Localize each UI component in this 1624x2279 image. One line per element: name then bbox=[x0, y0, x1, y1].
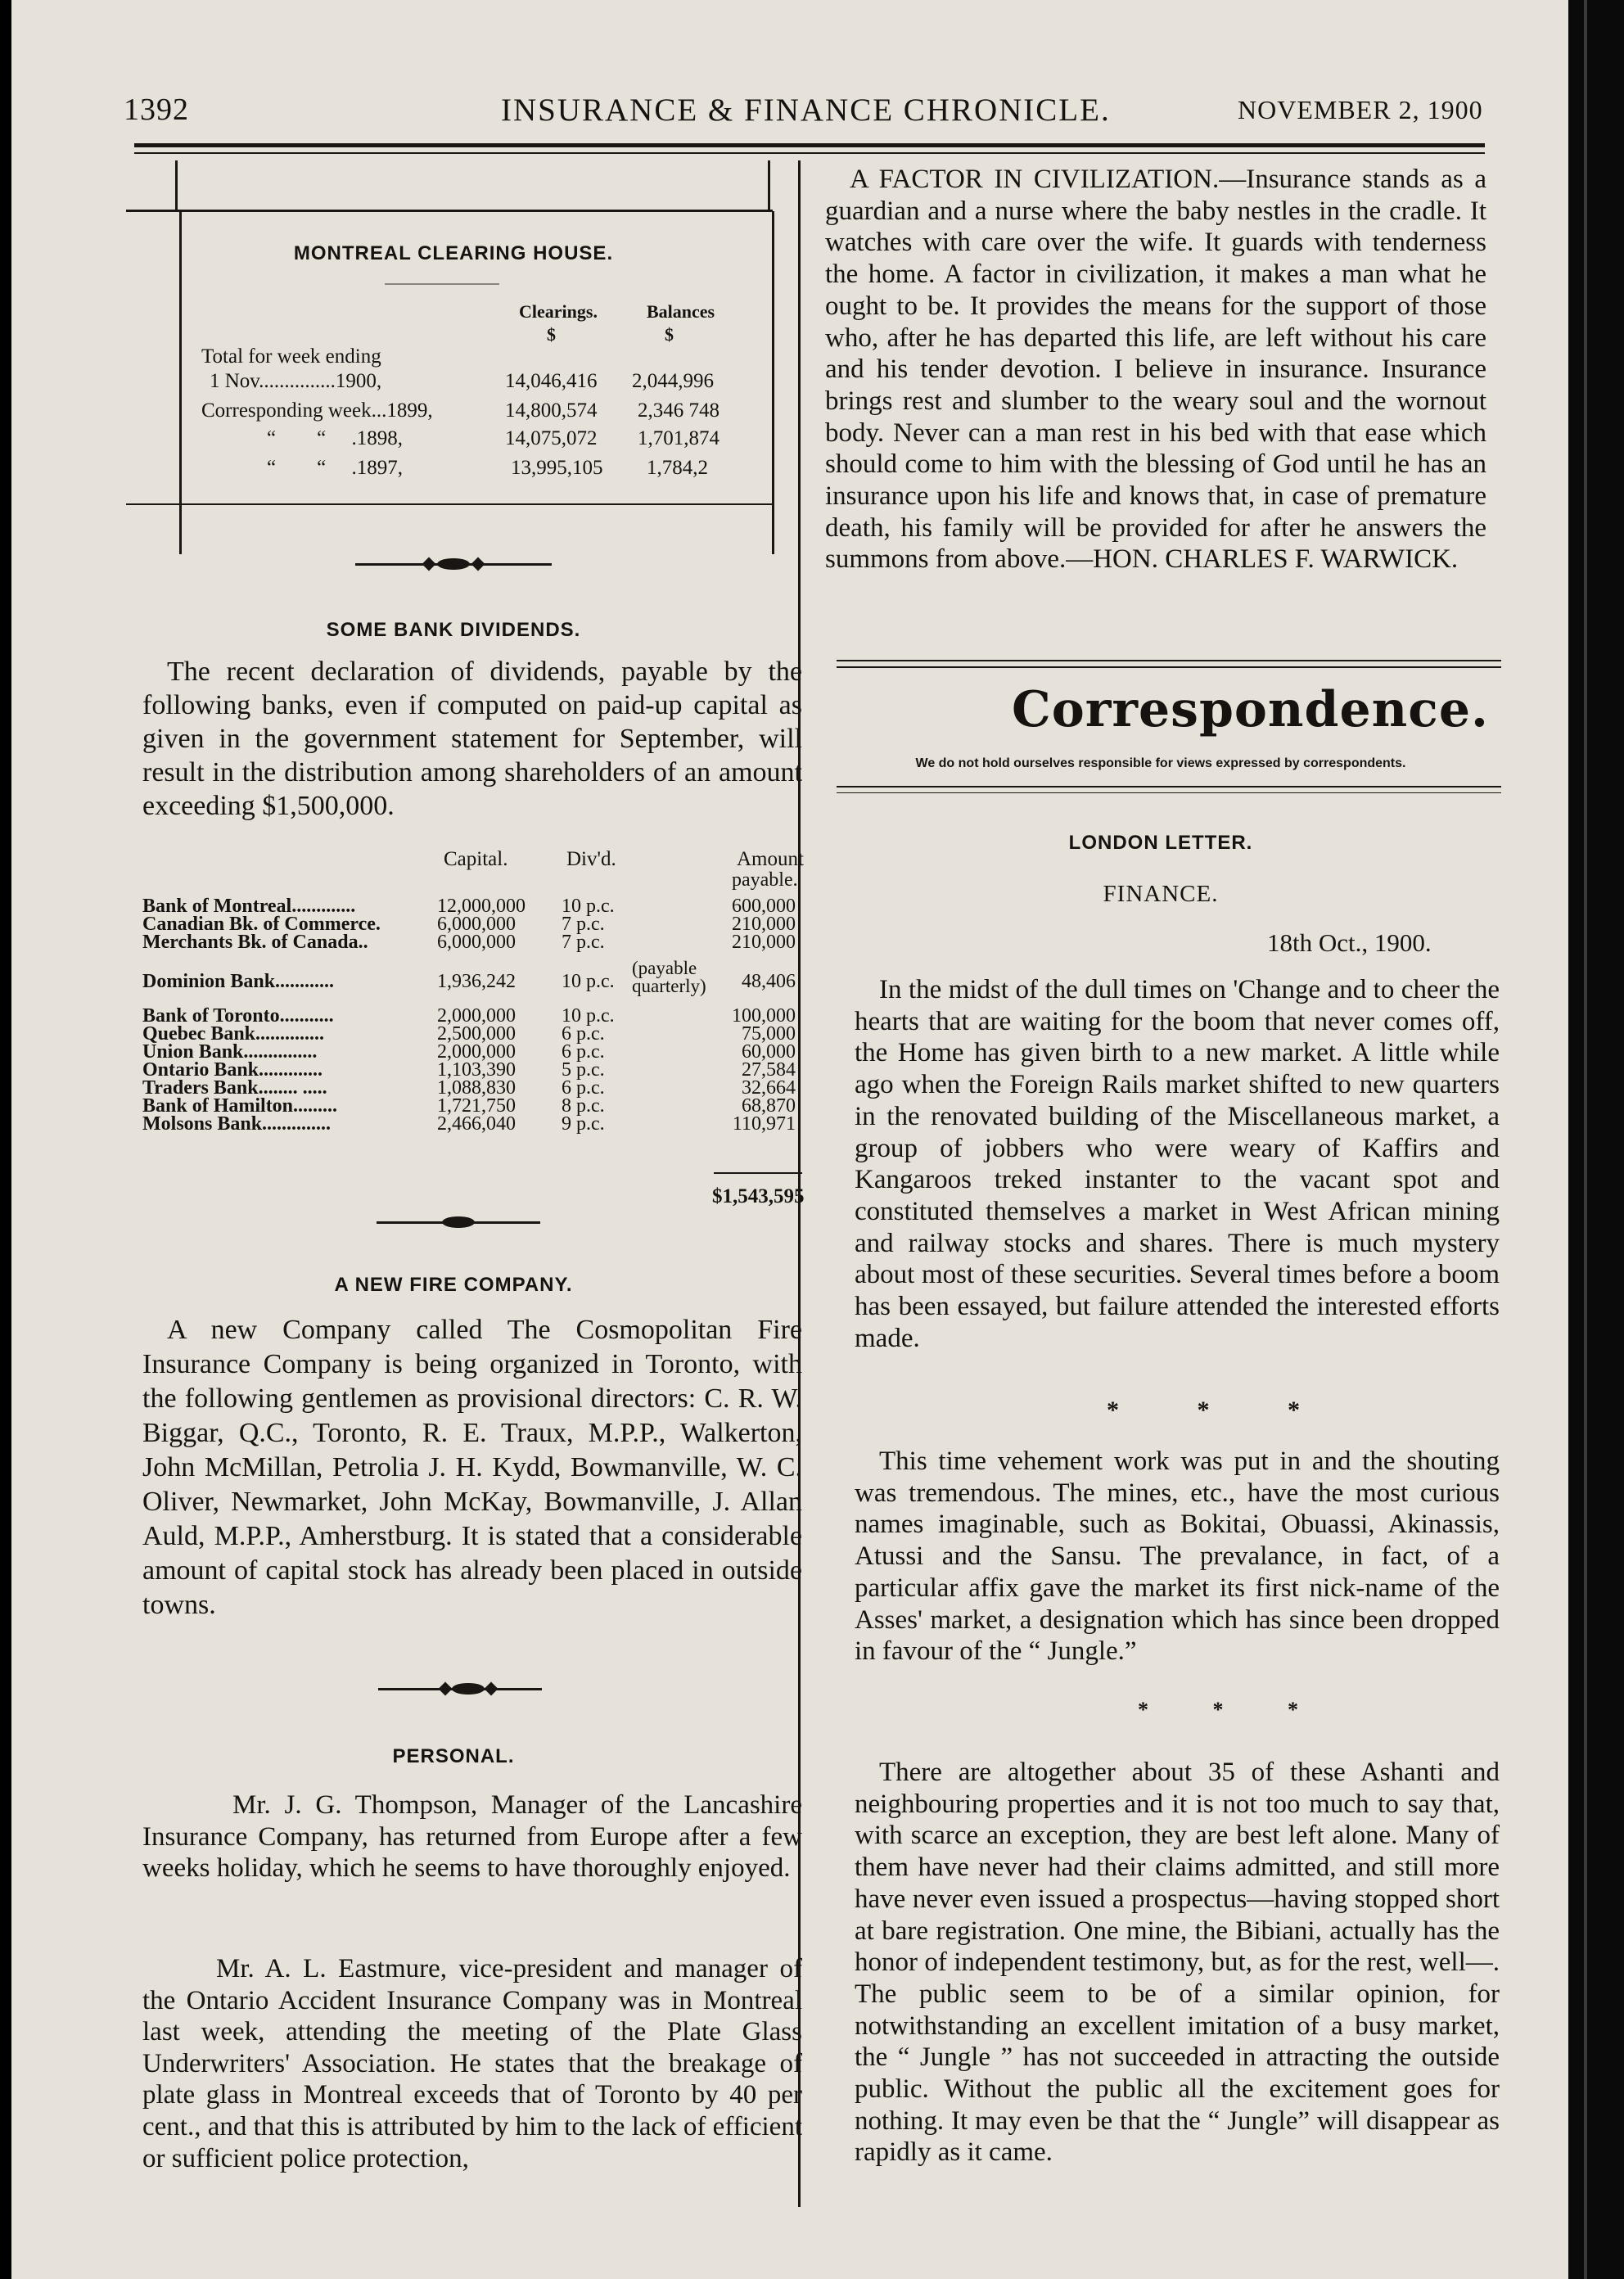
dividend-rate: 10 p.c. bbox=[562, 1005, 615, 1027]
publication-title: INSURANCE & FINANCE CHRONICLE. bbox=[501, 93, 1111, 128]
dividend-rate: 10 p.c. bbox=[562, 896, 615, 917]
dividend-rate: 7 p.c. bbox=[562, 932, 605, 953]
heading-underline bbox=[385, 283, 499, 285]
bank-name: Dominion Bank............ bbox=[142, 971, 335, 992]
capital-value: 6,000,000 bbox=[437, 932, 516, 953]
dividend-rate: 5 p.c. bbox=[562, 1059, 605, 1081]
issue-date: NOVEMBER 2, 1900 bbox=[1238, 95, 1483, 124]
capital-value: 1,103,390 bbox=[437, 1059, 516, 1081]
bank-name: Merchants Bk. of Canada.. bbox=[142, 932, 368, 953]
box-rule-right-bottom bbox=[772, 505, 774, 554]
col-dividend: Div'd. bbox=[566, 848, 616, 870]
dividends-heading: SOME BANK DIVIDENDS. bbox=[326, 619, 581, 641]
dividend-rate: 6 p.c. bbox=[562, 1023, 605, 1045]
col-unit: $ bbox=[665, 324, 674, 345]
section-rule bbox=[837, 660, 1501, 661]
header-rule bbox=[134, 143, 1485, 147]
col-unit: $ bbox=[547, 324, 556, 345]
bank-name: Bank of Hamilton......... bbox=[142, 1095, 338, 1117]
letter-dateline: 18th Oct., 1900. bbox=[1267, 928, 1432, 957]
box-rule-left bbox=[179, 211, 182, 510]
box-rule-right bbox=[772, 211, 774, 510]
amount-payable: 600,000 bbox=[732, 896, 796, 917]
personal-paragraph: Mr. A. L. Eastmure, vice-president and manager of the Ontario Accident Insurance Company was in Montreal last week, attending the meeting of the Plate Glass Underwriters' Association. He states that the breakage of plate glass in Montreal exceeds that of Toronto by 40 per cent., and that this is attributed by him to the lack of efficient or sufficient police protection, bbox=[142, 1954, 802, 2173]
capital-value: 1,936,242 bbox=[437, 971, 516, 992]
amount-payable: 100,000 bbox=[732, 1005, 796, 1027]
section-ornament bbox=[377, 1216, 540, 1228]
section-ornament bbox=[355, 558, 552, 570]
capital-value: 6,000,000 bbox=[437, 914, 516, 935]
section-rule bbox=[837, 786, 1501, 787]
fire-company-text: A new Company called The Cosmopolitan Fire Insurance Company is being organized in Toronto, with the following gentlemen as provisional directors: C. R. W. Biggar, Q.C., Toronto, R. E. Traux, M.P.P., Walkerton, John McMillan, Petrolia J. H. Kydd, Bowmanville, W. C. Oliver, Newmarket, John McKay, Bowmanville, J. Allan Auld, M.P.P., Amherstburg. It is stated that a considerable amount of capital stock has already been placed in outside towns. bbox=[142, 1315, 802, 1620]
section-break-stars: * * * bbox=[1138, 1698, 1328, 1722]
amount-payable: 75,000 bbox=[742, 1023, 796, 1045]
correspondence-disclaimer: We do not hold ourselves responsible for views expressed by correspondents. bbox=[915, 756, 1406, 770]
dividend-rate: 9 p.c. bbox=[562, 1113, 605, 1135]
capital-value: 2,000,000 bbox=[437, 1005, 516, 1027]
col-capital: Capital. bbox=[444, 848, 508, 870]
amount-payable: 110,971 bbox=[732, 1113, 796, 1135]
header-rule-thin bbox=[134, 152, 1485, 154]
bank-name: Quebec Bank.............. bbox=[142, 1023, 325, 1045]
dividends-intro: The recent declaration of dividends, payable by the following banks, even if computed on paid-up capital as given in the government statement for September, will result in the distribution among shareholders of an amount exceeding $1,500,000. bbox=[142, 657, 802, 821]
letter-subheading: FINANCE. bbox=[1103, 881, 1219, 907]
newspaper-page: 1392 INSURANCE & FINANCE CHRONICLE. NOVEMBER 2, 1900 MONTREAL CLEARING HOUSE. Clearings. Balances $ $ Total for week ending 1 Nov...............1900, 14,046,416 2,044,996 Corresponding week...1899, 14,800,574 2,346 748 “ “ .1898, 14,075,072 1,701,874 “ “ .1897, 13,995,105 1,784,2 SOME BANK DIVIDENDS. The recent declaration of dividends, payable by the following banks, even if computed on paid-up capital as given in the government statement for September, will result in the distribution among shareholders of an amount exceeding $1,500,000. Capital. Div'd. Amount payable. Bank of Montreal............. 12,000,000 10 p.c. 600,000 Canadian Bk. of Commerce. 6,000,000 7 p.c. 210,000 Merchants Bk. of Canada.. 6,000,000 7 p.c. 210,000 Dominion Bank............ 1,936,242 10 p.c. 48,406 Bank of Toronto........... 2,000,000 10 p.c. 100,000 Quebec Bank.............. 2,500,000 6 p.c. 75,000 Union Bank............... 2,000,000 6 p.c. 60,000 Ontario Bank............. 1,103,390 5 p.c. 27,584 Traders Bank........ ..... 1,088,830 6 p.c. 32,664 Bank of Hamilton......... 1,721,750 8 p.c. 68,870 Molsons Bank.............. 2,466,040 9 p.c. 110,971 (payable quarterly) $1,543,595 A NEW FIRE COMPANY. A new Company called The Cosmopolitan Fire Insurance Company is being organized in Toronto, with the following gentlemen as provisional directors: C. R. W. Biggar, Q.C., Toronto, R. E. Traux, M.P.P., Walkerton, John McMillan, Petrolia J. H. Kydd, Bowmanville, W. C. Oliver, Newmarket, John McKay, Bowmanville, J. Allan Auld, M.P.P., Amherstburg. It is stated that a considerable amount of capital stock has already been placed in outside towns. PERSONAL. Mr. J. G. Thompson, Manager of the Lancashire Insurance Company, has returned from Europe after a few weeks holiday, which he seems to have thoroughly enjoyed. Mr. A. L. Eastmure, vice-president and manager of the Ontario Accident Insurance Company was in Montreal last week, attending the meeting of the Plate Glass Underwriters' Association. He states that the breakage of plate glass in Montreal exceeds that of Toronto by 40 per cent., and that this is attributed by him to the lack of efficient or sufficient police protection, A FACTOR IN CIVILIZATION.—Insurance stands as a guardian and a nurse where the baby nestles in the cradle. It watches with care over the wife. It guards with tenderness the home. A factor in civilization, it makes a man what he ought to be. It provides the means for the support of those who, after he has departed this life, are left without his care and his tender devotion. I believe in insurance. Insurance brings rest and slumber to the weary soul and the wornout body. Never can a man rest in his bed with that ease which should come to him with the blessing of God until he has an insurance upon his life and knows that, in case of premature death, his family will be provided for after he answers the summons from above.—HON. CHARLES F. WARWICK. Correspondence. We do not hold ourselves responsible for views expressed by correspondents. LONDON LETTER. FINANCE. 18th Oct., 1900. In the midst of the dull times on 'Change and to cheer the hearts that are waiting for the boom that never comes off, the Home has given birth to a new market. A little while ago when the Foreign Rails market shifted to new quarters in the renovated building of the Miscellaneous market, a group of jobbers who were weary of Kaffirs and Kangaroos treked instanter to the vacant spot and constituted themselves a market in West African mining and railway stocks and shares. There is much mystery about most of these securities. Several times before a boom has been essayed, but failure attended the interested efforts made. * * * This time vehement work was put in and the shouting was tremendous. The mines, etc., have the most curious names imaginable, such as Bokitai, Obuassi, Akinassis, Atussi and the Sansu. The prevalance, in fact, of a particular affix gave the market its first nick-name of the Asses' market, a designation which has since been dropped in favour of the “ Jungle.” * * * There are altogether about 35 of these Ashanti and neighbouring properties and it is not too much to say that, with scarce an exception, they are best left alone. Many of them have never had their claims admitted, and still more have never even issued a prospectus—having stopped short at bare registration. One mine, the Bibiani, actually has the honor of independent testimony, but, as for the rest, well—. The public seem to be of a similar opinion, for notwithstanding an excellent imitation of a busy market, the “ Jungle ” has not succeeded in attracting the outside public. Without the public all the excitement goes for nothing. It may even be that the “ Jungle” will disappear as rapidly as it came. bbox=[11, 0, 1568, 2279]
bank-name: Union Bank............... bbox=[142, 1041, 318, 1063]
dividends-total: $1,543,595 bbox=[712, 1185, 805, 1207]
col-balances: Balances bbox=[647, 301, 715, 322]
total-rule bbox=[714, 1172, 802, 1174]
bank-name: Canadian Bk. of Commerce. bbox=[142, 914, 381, 935]
letter-paragraph: This time vehement work was put in and the shouting was tremendous. The mines, etc., have the most curious names imaginable, such as Bokitai, Obuassi, Akinassis, Atussi and the Sansu. The prevalance, in fact, of a particular affix gave the market its first nick-name of the Asses' market, a designation which has since been dropped in favour of the “ Jungle.” bbox=[855, 1446, 1500, 1667]
personal-heading: PERSONAL. bbox=[392, 1745, 515, 1767]
amount-payable: 60,000 bbox=[742, 1041, 796, 1063]
amount-payable: 210,000 bbox=[732, 932, 796, 953]
bank-name: Bank of Montreal............. bbox=[142, 896, 356, 917]
dividend-rate: 10 p.c. bbox=[562, 971, 615, 992]
box-rule-top bbox=[126, 210, 773, 212]
section-break-stars: * * * bbox=[1107, 1397, 1336, 1424]
box-rule-bottom bbox=[126, 503, 773, 505]
letter-paragraph: In the midst of the dull times on 'Change and to cheer the hearts that are waiting for the boom that never comes off, the Home has given birth to a new market. A little while ago when the Foreign Rails market shifted to new quarters in the renovated building of the Miscellaneous market, a group of jobbers who were weary of Kaffirs and Kangaroos treked instanter to the vacant spot and constituted themselves a market in West African mining and railway stocks and shares. There is much mystery about most of these securities. Several times before a boom has been essayed, but failure attended the interested efforts made. bbox=[855, 975, 1500, 1353]
page-number: 1392 bbox=[124, 93, 189, 127]
capital-value: 1,088,830 bbox=[437, 1077, 516, 1099]
bank-name: Molsons Bank.............. bbox=[142, 1113, 332, 1135]
bank-name: Ontario Bank............. bbox=[142, 1059, 323, 1081]
capital-value: 2,500,000 bbox=[437, 1023, 516, 1045]
section-ornament bbox=[378, 1683, 542, 1695]
col-amount: Amount bbox=[737, 848, 804, 870]
amount-payable: 27,584 bbox=[742, 1059, 796, 1081]
letter-paragraph: There are altogether about 35 of these Ashanti and neighbouring properties and it is not too much to say that, with scarce an exception, they are best left alone. Many of them have never had their claims admitted, and still more have never even issued a prospectus—having stopped short at bare registration. One mine, the Bibiani, actually has the honor of independent testimony, but, as for the rest, well—. The public seem to be of a similar opinion, for notwithstanding an excellent imitation of a busy market, the “ Jungle ” has not succeeded in attracting the outside public. Without the public all the excitement goes for nothing. It may even be that the “ Jungle” will disappear as rapidly as it came. bbox=[855, 1758, 1500, 2168]
capital-value: 2,466,040 bbox=[437, 1113, 516, 1135]
amount-payable: 68,870 bbox=[742, 1095, 796, 1117]
section-rule bbox=[837, 666, 1501, 668]
fire-company-heading: A NEW FIRE COMPANY. bbox=[334, 1274, 573, 1296]
civilization-article: A FACTOR IN CIVILIZATION.—Insurance stands as a guardian and a nurse where the baby nestles in the cradle. It watches with care over the wife. It guards with tenderness the home. A factor in civilization, it makes a man what he ought to be. It provides the means for the support of those who, after he has departed this life, are left without his care and his tender devotion. I believe in insurance. Insurance brings rest and slumber to the weary soul and the wornout body. Never can a man rest in his bed with that ease which should come to him with the blessing of God until he has an insurance upon his life and knows that, in case of premature death, his family will be provided for after he answers the summons from above.—HON. CHARLES F. WARWICK. bbox=[825, 165, 1486, 575]
clearing-house-heading: MONTREAL CLEARING HOUSE. bbox=[293, 242, 614, 264]
col-clearings: Clearings. bbox=[519, 301, 598, 322]
capital-value: 1,721,750 bbox=[437, 1095, 516, 1117]
scan-edge bbox=[1568, 0, 1624, 2279]
dividend-rate: 7 p.c. bbox=[562, 914, 605, 935]
personal-paragraph: Mr. J. G. Thompson, Manager of the Lancashire Insurance Company, has returned from Europe after a few weeks holiday, which he seems to have thoroughly enjoyed. bbox=[142, 1790, 802, 1883]
amount-payable: 210,000 bbox=[732, 914, 796, 935]
scan-edge-line bbox=[1584, 0, 1587, 2279]
box-rule-left-top bbox=[175, 160, 178, 210]
box-rule-left-bottom bbox=[179, 505, 182, 554]
box-rule-right-top bbox=[768, 160, 770, 210]
payable-note: (payable quarterly) bbox=[632, 958, 706, 996]
letter-heading: LONDON LETTER. bbox=[1068, 832, 1253, 854]
section-rule bbox=[837, 792, 1501, 793]
correspondence-heading: Correspondence. bbox=[1012, 681, 1489, 738]
column-divider bbox=[798, 160, 801, 2207]
dividend-rate: 6 p.c. bbox=[562, 1077, 605, 1099]
dividend-rate: 6 p.c. bbox=[562, 1041, 605, 1063]
capital-value: 2,000,000 bbox=[437, 1041, 516, 1063]
amount-payable: 48,406 bbox=[742, 971, 796, 992]
capital-value: 12,000,000 bbox=[437, 896, 526, 917]
total-label: Total for week ending bbox=[201, 345, 381, 368]
bank-name: Bank of Toronto........... bbox=[142, 1005, 334, 1027]
amount-payable: 32,664 bbox=[742, 1077, 796, 1099]
dividend-rate: 8 p.c. bbox=[562, 1095, 605, 1117]
bank-name: Traders Bank........ ..... bbox=[142, 1077, 327, 1099]
col-amount-line2: payable. bbox=[732, 869, 798, 891]
